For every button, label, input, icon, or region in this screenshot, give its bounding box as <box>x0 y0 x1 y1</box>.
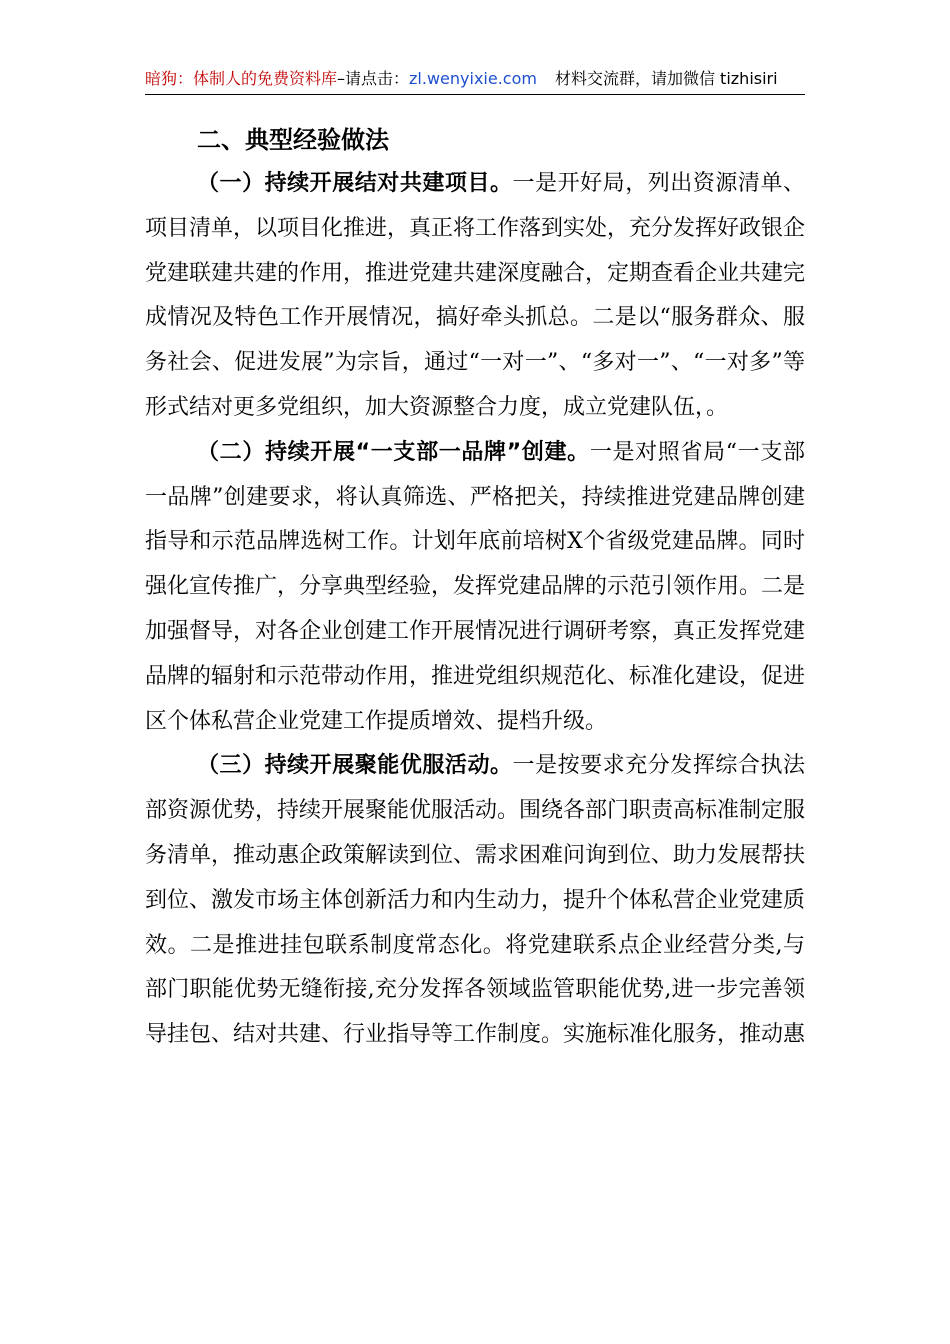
paragraph-lead: （三）持续开展聚能优服活动。 <box>197 753 513 779</box>
paragraph-3 <box>145 744 805 1058</box>
header-click-prompt: –请点击： <box>337 69 410 88</box>
page-header <box>145 66 805 92</box>
paragraph-text: 一是按要求充分发挥综合执法部资源优势，持续开展聚能优服活动。围绕各部门职责高标准制定服务清单，推动惠企政策解读到位、需求困难问询到位、助力发展帮扶到位、激发市场主体创新活力和内生动力，提升个体私营企业党建质效。二是推进挂包联系制度常态化。将党建联系点企业经营分类,与部门职能优势无缝衔接,充分发挥各领域监管职能优势,进一步完善领导挂包、结对共建、行业指导等工作制度。实施标准化服务，推动惠 <box>145 753 806 1048</box>
paragraph-text: 一是开好局，列出资源清单、项目清单，以项目化推进，真正将工作落到实处，充分发挥好政银企党建联建共建的作用，推进党建共建深度融合，定期查看企业共建完成情况及特色工作开展情况，搞好牵头抓总。二是以“服务群众、服务社会、促进发展”为宗旨，通过“一对一”、“多对一”、“一对多”等形式结对更多党组织，加大资源整合力度，成立党建队伍，。 <box>145 171 806 420</box>
paragraph-1 <box>145 162 805 431</box>
document-body <box>145 118 805 1058</box>
header-divider <box>145 94 805 95</box>
section-title: 二、典型经验做法 <box>197 126 389 154</box>
header-site-link[interactable]: zl.wenyixie.com <box>409 69 537 88</box>
header-brand: 暗狗：体制人的免费资料库 <box>145 69 338 88</box>
paragraph-lead: （一）持续开展结对共建项目。 <box>197 171 513 196</box>
header-group-note: 材料交流群，请加微信 tizhisiri <box>554 69 778 88</box>
paragraph-lead: （二）持续开展“一支部一品牌”创建。 <box>197 439 590 465</box>
paragraph-2 <box>145 431 805 745</box>
paragraph-text: 一是对照省局“一支部一品牌”创建要求，将认真筛选、严格把关，持续推进党建品牌创建指导和示范品牌选树工作。计划年底前培树X个省级党建品牌。同时强化宣传推广，分享典型经验，发挥党建品牌的示范引领作用。二是加强督导，对各企业创建工作开展情况进行调研考察，真正发挥党建品牌的辐射和示范带动作用，推进党组织规范化、标准化建设，促进区个体私营企业党建工作提质增效、提档升级。 <box>145 439 806 734</box>
